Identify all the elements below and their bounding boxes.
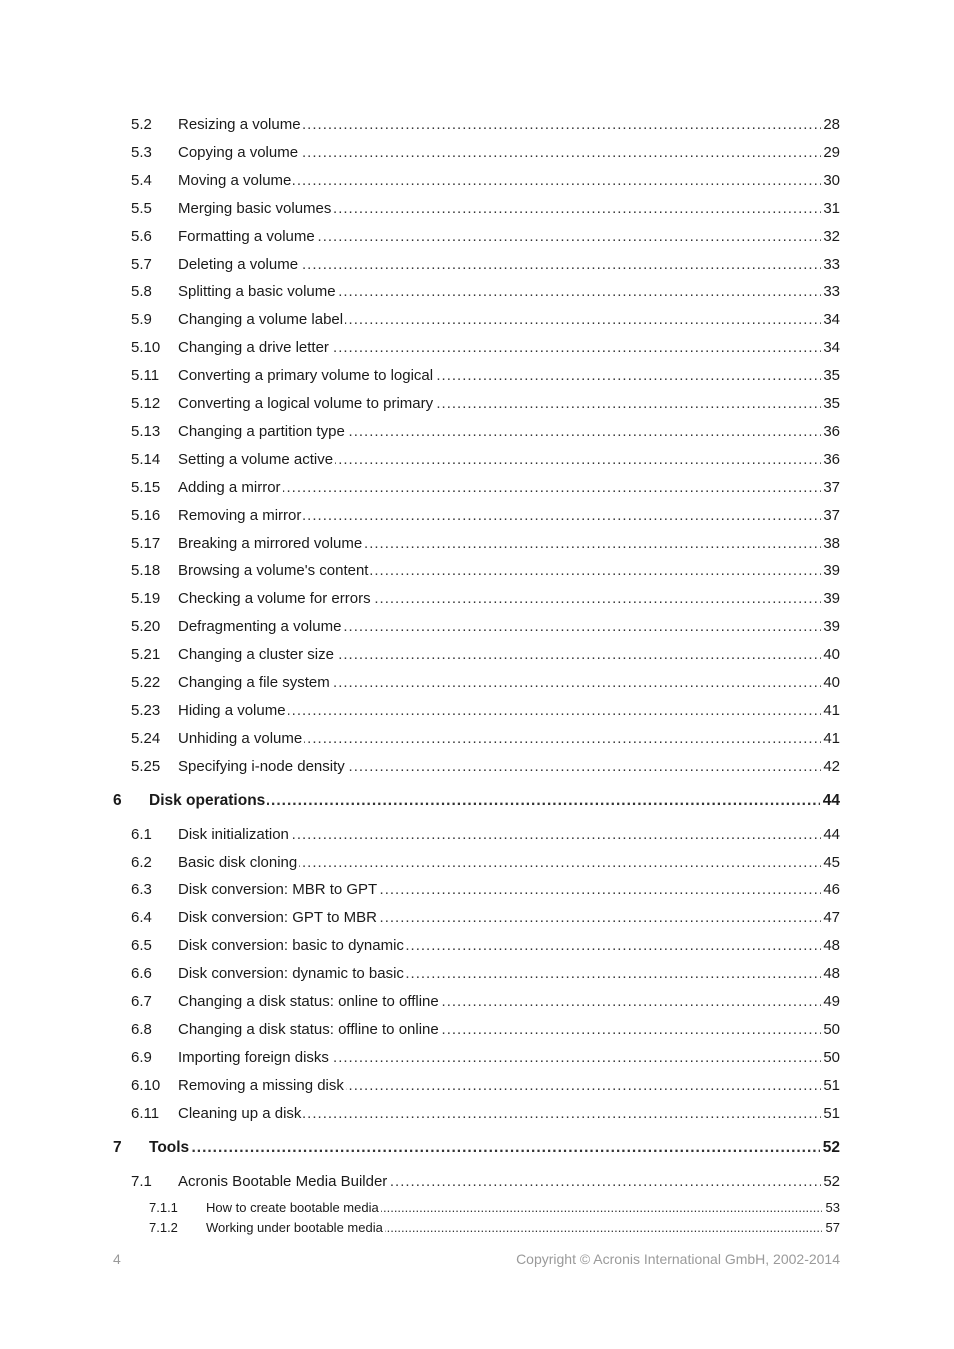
toc-entry-number: 5.7 xyxy=(131,255,152,273)
toc-entry-title xyxy=(178,672,821,694)
toc-entry-number: 7.1.2 xyxy=(149,1220,178,1236)
toc-entry-title-text: Changing a file system xyxy=(178,674,330,691)
toc-entry-number: 5.18 xyxy=(131,562,161,580)
toc-entry-number: 5.3 xyxy=(131,143,152,161)
toc-entry-number: 6.9 xyxy=(131,1048,152,1066)
toc-entry-title xyxy=(178,281,821,303)
toc-entry-page: 40 xyxy=(823,646,840,664)
toc-entry-page: 48 xyxy=(823,937,840,955)
toc-entry-title xyxy=(178,963,821,985)
toc-entry-title-text: Defragmenting a volume xyxy=(178,618,342,636)
toc-entry-page: 36 xyxy=(823,450,840,468)
toc-entry-title xyxy=(178,852,821,874)
toc-entry-title xyxy=(178,935,821,957)
toc-entry-page: 53 xyxy=(825,1200,840,1216)
toc-section-entry[interactable] xyxy=(0,756,954,778)
toc-subsection-entry[interactable] xyxy=(0,1199,954,1217)
toc-entry-title xyxy=(178,991,821,1013)
toc-entry-title xyxy=(178,254,821,276)
toc-entry-title-text: Changing a partition type xyxy=(178,422,345,440)
toc-entry-number: 6.1 xyxy=(131,825,152,843)
toc-section-entry[interactable] xyxy=(0,533,954,555)
toc-entry-number: 7.1.1 xyxy=(149,1200,178,1216)
toc-entry-title-text: Adding a mirror xyxy=(178,478,281,496)
toc-entry-title-text: Changing a drive letter xyxy=(178,339,329,357)
toc-entry-number: 5.19 xyxy=(131,590,161,608)
toc-entry-title-text: Hiding a volume xyxy=(178,701,286,719)
toc-section-entry[interactable] xyxy=(0,114,954,136)
toc-entry-title-text: Removing a mirror xyxy=(178,506,302,524)
toc-entry-title-text: Copying a volume xyxy=(178,143,299,161)
toc-entry-page: 33 xyxy=(823,255,840,273)
toc-entry-title xyxy=(178,533,821,555)
toc-entry-title xyxy=(178,644,821,666)
toc-entry-title xyxy=(178,449,821,471)
toc-entry-number: 6.6 xyxy=(131,965,152,983)
toc-entry-page: 36 xyxy=(823,422,840,440)
toc-entry-page: 40 xyxy=(823,674,840,691)
toc-entry-title-text: How to create bootable media xyxy=(206,1200,379,1216)
toc-entry-title-text: Moving a volume xyxy=(178,171,292,189)
footer-copyright: Copyright © Acronis International GmbH, 2002-2014 xyxy=(516,1251,840,1267)
toc-section-entry[interactable] xyxy=(0,935,954,957)
toc-entry-title-text: Browsing a volume's content xyxy=(178,562,369,580)
toc-entry-title xyxy=(149,1137,820,1159)
toc-entry-title-text: Disk conversion: MBR to GPT xyxy=(178,881,378,899)
toc-entry-title xyxy=(178,393,821,415)
toc-entry-number: 5.6 xyxy=(131,227,152,245)
toc-entry-title xyxy=(178,365,821,387)
toc-entry-title xyxy=(178,588,821,610)
toc-section-entry[interactable] xyxy=(0,644,954,666)
toc-section-entry[interactable] xyxy=(0,281,954,303)
toc-entry-title xyxy=(178,226,821,248)
toc-section-entry[interactable] xyxy=(0,309,954,331)
toc-entry-page: 39 xyxy=(823,562,840,580)
toc-entry-title-text: Cleaning up a disk xyxy=(178,1104,302,1122)
toc-entry-title xyxy=(178,1019,821,1041)
toc-entry-number: 6.2 xyxy=(131,853,152,871)
toc-entry-page: 31 xyxy=(823,199,840,217)
toc-entry-page: 34 xyxy=(823,311,840,329)
toc-entry-title xyxy=(178,421,821,443)
toc-entry-number: 7.1 xyxy=(131,1172,152,1190)
toc-entry-page: 33 xyxy=(823,283,840,301)
toc-entry-title-text: Working under bootable media xyxy=(206,1220,383,1236)
toc-entry-title xyxy=(178,505,821,527)
toc-entry-page: 50 xyxy=(823,1048,840,1066)
toc-entry-title xyxy=(149,790,820,812)
toc-section-entry[interactable] xyxy=(0,1075,954,1097)
toc-section-entry[interactable] xyxy=(0,142,954,164)
toc-entry-page: 35 xyxy=(823,367,840,385)
toc-entry-number: 5.12 xyxy=(131,395,161,412)
toc-entry-title xyxy=(178,824,821,846)
toc-entry-number: 6.3 xyxy=(131,881,152,899)
toc-entry-title xyxy=(206,1219,822,1237)
toc-entry-title xyxy=(178,879,821,901)
toc-entry-title-text: Acronis Bootable Media Builder xyxy=(178,1172,388,1190)
toc-entry-number: 6.5 xyxy=(131,937,152,955)
toc-subsection-entry[interactable] xyxy=(0,1219,954,1237)
toc-entry-page: 44 xyxy=(822,791,840,809)
toc-entry-title xyxy=(178,170,821,192)
toc-entry-page: 30 xyxy=(823,171,840,189)
toc-entry-page: 44 xyxy=(823,825,840,843)
toc-entry-number: 5.14 xyxy=(131,450,161,468)
toc-section-entry[interactable] xyxy=(0,1019,954,1041)
toc-entry-title xyxy=(178,1171,821,1193)
toc-entry-page: 32 xyxy=(823,227,840,245)
toc-entry-number: 5.8 xyxy=(131,283,152,301)
toc-entry-page: 39 xyxy=(823,618,840,636)
toc-entry-page: 49 xyxy=(823,993,840,1010)
toc-entry-title xyxy=(178,560,821,582)
toc-entry-page: 38 xyxy=(823,534,840,552)
toc-entry-title-text: Converting a logical volume to primary xyxy=(178,395,434,412)
toc-entry-title-text: Breaking a mirrored volume xyxy=(178,534,363,552)
toc-chapter-entry[interactable] xyxy=(0,1137,954,1159)
toc-entry-number: 5.25 xyxy=(131,757,161,775)
toc-entry-title xyxy=(178,616,821,638)
toc-section-entry[interactable] xyxy=(0,852,954,874)
toc-entry-title xyxy=(178,477,821,499)
toc-entry-title xyxy=(178,1047,821,1069)
toc-section-entry[interactable] xyxy=(0,198,954,220)
toc-section-entry[interactable] xyxy=(0,588,954,610)
toc-entry-title-text: Specifying i-node density xyxy=(178,757,345,775)
toc-entry-number: 6.8 xyxy=(131,1020,152,1038)
toc-entry-title xyxy=(178,700,821,722)
toc-entry-title-text: Deleting a volume xyxy=(178,255,299,273)
toc-entry-title-text: Removing a missing disk xyxy=(178,1076,344,1094)
toc-section-entry[interactable] xyxy=(0,1171,954,1193)
toc-entry-number: 5.20 xyxy=(131,618,161,636)
toc-section-entry[interactable] xyxy=(0,505,954,527)
toc-entry-title-text: Merging basic volumes xyxy=(178,199,332,217)
toc-entry-title-text: Disk conversion: GPT to MBR xyxy=(178,909,377,927)
toc-section-entry[interactable] xyxy=(0,824,954,846)
toc-entry-page: 37 xyxy=(823,478,840,496)
toc-entry-page: 52 xyxy=(823,1172,840,1190)
toc-entry-number: 6.10 xyxy=(131,1076,161,1094)
toc-entry-title-text: Disk initialization xyxy=(178,825,289,843)
toc-entry-number: 5.10 xyxy=(131,339,161,357)
toc-entry-title-text: Splitting a basic volume xyxy=(178,283,336,301)
toc-entry-page: 50 xyxy=(823,1020,840,1038)
toc-entry-title xyxy=(178,309,821,331)
toc-section-entry[interactable] xyxy=(0,1103,954,1125)
toc-entry-number: 5.4 xyxy=(131,171,152,189)
toc-entry-page: 37 xyxy=(823,506,840,524)
toc-entry-number: 5.5 xyxy=(131,199,152,217)
toc-section-entry[interactable] xyxy=(0,365,954,387)
toc-section-entry[interactable] xyxy=(0,879,954,901)
toc-section-entry[interactable] xyxy=(0,449,954,471)
toc-entry-title xyxy=(178,1103,821,1125)
toc-section-entry[interactable] xyxy=(0,477,954,499)
toc-section-entry[interactable] xyxy=(0,337,954,359)
toc-section-entry[interactable] xyxy=(0,254,954,276)
toc-entry-number: 6.4 xyxy=(131,909,152,927)
toc-entry-number: 5.24 xyxy=(131,729,161,747)
toc-entry-page: 42 xyxy=(823,757,840,775)
toc-entry-title xyxy=(178,337,821,359)
toc-entry-number: 5.17 xyxy=(131,534,161,552)
toc-section-entry[interactable] xyxy=(0,421,954,443)
toc-entry-title-text: Changing a cluster size xyxy=(178,646,334,664)
toc-entry-number: 5.15 xyxy=(131,478,161,496)
toc-entry-number: 5.22 xyxy=(131,674,161,691)
toc-entry-number: 5.13 xyxy=(131,422,161,440)
toc-entry-title xyxy=(178,142,821,164)
toc-entry-title xyxy=(178,1075,821,1097)
toc-entry-title-text: Changing a disk status: online to offline xyxy=(178,993,439,1010)
toc-entry-page: 57 xyxy=(825,1220,840,1236)
toc-entry-number: 5.9 xyxy=(131,311,152,329)
toc-entry-title-text: Changing a volume label xyxy=(178,311,344,329)
toc-entry-title-text: Changing a disk status: offline to online xyxy=(178,1020,439,1038)
toc-entry-page: 47 xyxy=(823,909,840,927)
toc-entry-title-text: Disk conversion: basic to dynamic xyxy=(178,937,404,955)
toc-entry-page: 35 xyxy=(823,395,840,412)
toc-section-entry[interactable] xyxy=(0,226,954,248)
toc-entry-title-text: Tools xyxy=(149,1138,190,1156)
toc-entry-title xyxy=(178,114,821,136)
toc-entry-title-text: Resizing a volume xyxy=(178,116,301,133)
toc-entry-number: 7 xyxy=(113,1138,122,1156)
toc-entry-number: 5.2 xyxy=(131,116,152,133)
toc-entry-number: 6.7 xyxy=(131,993,152,1010)
toc-entry-page: 52 xyxy=(822,1138,840,1156)
toc-entry-title-text: Converting a primary volume to logical xyxy=(178,367,434,385)
toc-entry-title xyxy=(178,756,821,778)
toc-entry-title xyxy=(178,728,821,750)
toc-entry-page: 45 xyxy=(823,853,840,871)
toc-section-entry[interactable] xyxy=(0,393,954,415)
toc-entry-title-text: Checking a volume for errors xyxy=(178,590,371,608)
toc-entry-title xyxy=(178,907,821,929)
toc-entry-number: 6.11 xyxy=(131,1104,160,1122)
toc-entry-title-text: Basic disk cloning xyxy=(178,853,298,871)
toc-entry-page: 48 xyxy=(823,965,840,983)
toc-entry-number: 5.16 xyxy=(131,506,161,524)
toc-entry-page: 41 xyxy=(823,701,840,719)
toc-entry-page: 28 xyxy=(823,116,840,133)
toc-entry-title xyxy=(206,1199,822,1217)
toc-entry-page: 51 xyxy=(823,1076,840,1094)
toc-entry-title-text: Disk operations xyxy=(149,791,266,809)
toc-entry-number: 5.11 xyxy=(131,367,160,385)
toc-entry-number: 5.21 xyxy=(131,646,161,664)
footer-page-number: 4 xyxy=(113,1251,121,1267)
toc-section-entry[interactable] xyxy=(0,170,954,192)
toc-entry-page: 51 xyxy=(823,1104,840,1122)
toc-entry-title-text: Disk conversion: dynamic to basic xyxy=(178,965,404,983)
toc-entry-number: 6 xyxy=(113,791,122,809)
toc-section-entry[interactable] xyxy=(0,728,954,750)
toc-entry-page: 41 xyxy=(823,729,840,747)
toc-entry-page: 39 xyxy=(823,590,840,608)
toc-section-entry[interactable] xyxy=(0,616,954,638)
toc-chapter-entry[interactable] xyxy=(0,790,954,812)
toc-section-entry[interactable] xyxy=(0,991,954,1013)
toc-section-entry[interactable] xyxy=(0,963,954,985)
toc-entry-number: 5.23 xyxy=(131,701,161,719)
toc-entry-page: 34 xyxy=(823,339,840,357)
toc-entry-title-text: Formatting a volume xyxy=(178,227,315,245)
toc-entry-title-text: Unhiding a volume xyxy=(178,729,303,747)
toc-section-entry[interactable] xyxy=(0,672,954,694)
toc-section-entry[interactable] xyxy=(0,1047,954,1069)
toc-entry-title-text: Importing foreign disks xyxy=(178,1048,329,1066)
toc-entry-page: 29 xyxy=(823,143,840,161)
toc-entry-title xyxy=(178,198,821,220)
toc-section-entry[interactable] xyxy=(0,907,954,929)
toc-entry-title-text: Setting a volume active xyxy=(178,450,334,468)
toc-section-entry[interactable] xyxy=(0,700,954,722)
toc-entry-page: 46 xyxy=(823,881,840,899)
toc-section-entry[interactable] xyxy=(0,560,954,582)
